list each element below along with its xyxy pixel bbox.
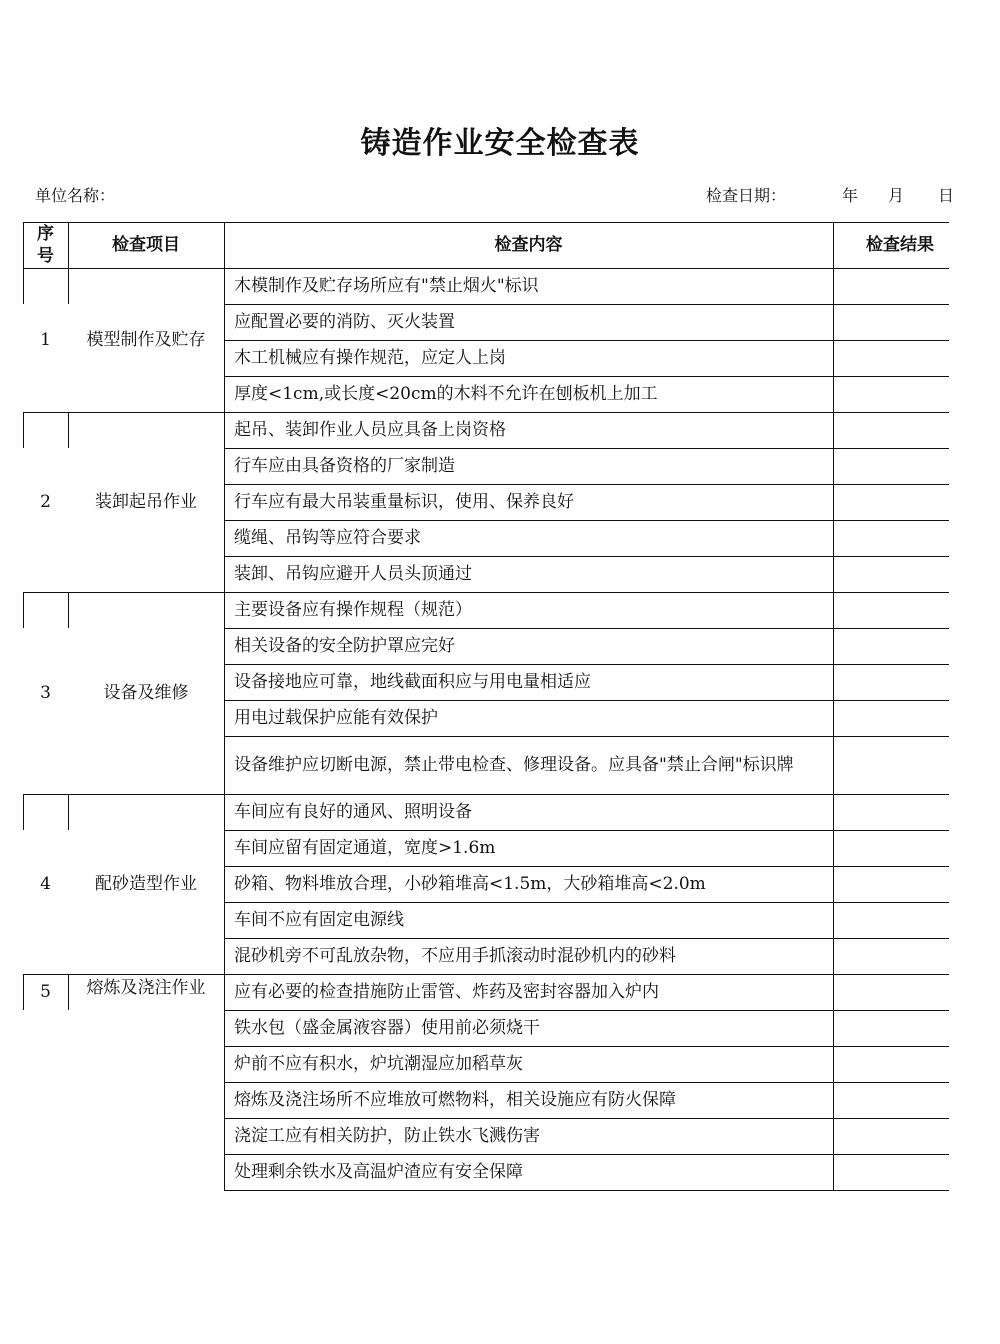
check-result-cell (833, 448, 949, 484)
check-result-cell (833, 830, 949, 866)
check-content: 装卸、吊钩应避开人员头顶通过 (234, 564, 472, 584)
result-left-line (833, 794, 834, 975)
header-no: 序号 (37, 224, 54, 266)
section-item: 熔炼及浇注作业 (86, 978, 206, 998)
section-no: 5 (40, 982, 51, 1002)
check-content: 木模制作及贮存场所应有"禁止烟火"标识 (234, 276, 539, 296)
check-result-cell (833, 484, 949, 520)
result-left-line (833, 412, 834, 593)
check-result-cell (833, 1046, 949, 1082)
check-result-cell (833, 556, 949, 592)
content-left-line (224, 794, 225, 975)
check-content: 处理剩余铁水及高温炉渣应有安全保障 (234, 1162, 523, 1182)
content-left-line (224, 412, 225, 593)
check-content: 主要设备应有操作规程（规范） (234, 600, 472, 620)
check-content: 厚度<1cm,或长度<20cm的木料不允许在刨板机上加工 (234, 384, 658, 404)
check-result-cell (833, 664, 949, 700)
check-result-cell (833, 376, 949, 412)
date-year: 年 (842, 186, 859, 205)
check-result-cell (833, 902, 949, 938)
date-label: 检查日期： (706, 186, 787, 205)
check-content: 车间应有良好的通风、照明设备 (234, 802, 472, 822)
section-item: 模型制作及贮存 (86, 330, 206, 350)
check-content: 应配置必要的消防、灭火装置 (234, 312, 455, 332)
section-no: 1 (40, 330, 51, 350)
page-title: 铸造作业安全检查表 (360, 126, 640, 161)
result-left-line (833, 592, 834, 795)
header-item: 检查项目 (112, 235, 180, 255)
check-content: 车间不应有固定电源线 (234, 910, 404, 930)
check-content: 熔炼及浇注场所不应堆放可燃物料，相关设施应有防火保障 (234, 1090, 676, 1110)
check-content: 应有必要的检查措施防止雷管、炸药及密封容器加入炉内 (234, 982, 659, 1002)
check-result-cell (833, 700, 949, 736)
header-result: 检查结果 (866, 235, 934, 255)
check-content: 浇淀工应有相关防护，防止铁水飞溅伤害 (234, 1126, 540, 1146)
header-content: 检查内容 (494, 235, 563, 255)
check-result-cell (833, 412, 949, 448)
inspection-date (706, 183, 954, 206)
check-result-cell (833, 304, 949, 340)
check-content: 设备维护应切断电源，禁止带电检查、修理设备。应具备"禁止合闸"标识牌 (234, 755, 794, 775)
result-left-line (833, 268, 834, 413)
check-content: 混砂机旁不可乱放杂物，不应用手抓滚动时混砂机内的砂料 (234, 946, 676, 966)
check-content: 砂箱、物料堆放合理，小砂箱堆高<1.5m，大砂箱堆高<2.0m (234, 874, 706, 894)
result-left-line (833, 974, 834, 1191)
right-edge (948, 222, 949, 223)
check-content: 缆绳、吊钩等应符合要求 (234, 528, 421, 548)
check-result-cell (833, 1154, 949, 1190)
check-result-cell (833, 1118, 949, 1154)
check-result-cell (833, 268, 949, 304)
check-content: 相关设备的安全防护罩应完好 (234, 636, 455, 656)
check-result-cell (833, 628, 949, 664)
section-no: 3 (40, 683, 51, 703)
section-no: 4 (40, 874, 51, 894)
check-result-cell (833, 520, 949, 556)
check-result-cell (833, 866, 949, 902)
check-result-cell (833, 974, 949, 1010)
check-result-cell (833, 736, 949, 794)
date-day: 日 (938, 186, 955, 205)
check-result-cell (833, 1082, 949, 1118)
check-content: 行车应有最大吊装重量标识，使用、保养良好 (234, 492, 574, 512)
section-item: 设备及维修 (103, 683, 189, 703)
content-left-line (224, 592, 225, 795)
section-no: 2 (40, 492, 51, 512)
check-content: 设备接地应可靠，地线截面积应与用电量相适应 (234, 672, 591, 692)
check-content: 车间应留有固定通道，宽度>1.6m (234, 838, 496, 858)
section-item: 装卸起吊作业 (95, 492, 197, 512)
check-content: 炉前不应有积水，炉坑潮湿应加稻草灰 (234, 1054, 523, 1074)
row-line (224, 1190, 949, 1191)
unit-name-label: 单位名称： (35, 186, 116, 205)
check-content: 起吊、装卸作业人员应具备上岗资格 (234, 420, 506, 440)
content-left-line (224, 974, 225, 1191)
check-content: 行车应由具备资格的厂家制造 (234, 456, 455, 476)
section-item: 配砂造型作业 (95, 874, 197, 894)
check-result-cell (833, 592, 949, 628)
content-left-line (224, 268, 225, 413)
check-result-cell (833, 794, 949, 830)
check-result-cell (833, 340, 949, 376)
check-result-cell (833, 938, 949, 974)
date-month: 月 (888, 186, 905, 205)
check-result-cell (833, 1010, 949, 1046)
check-content: 铁水包（盛金属液容器）使用前必须烧干 (234, 1018, 540, 1038)
check-content: 用电过载保护应能有效保护 (234, 708, 438, 728)
check-content: 木工机械应有操作规范，应定人上岗 (234, 348, 506, 368)
